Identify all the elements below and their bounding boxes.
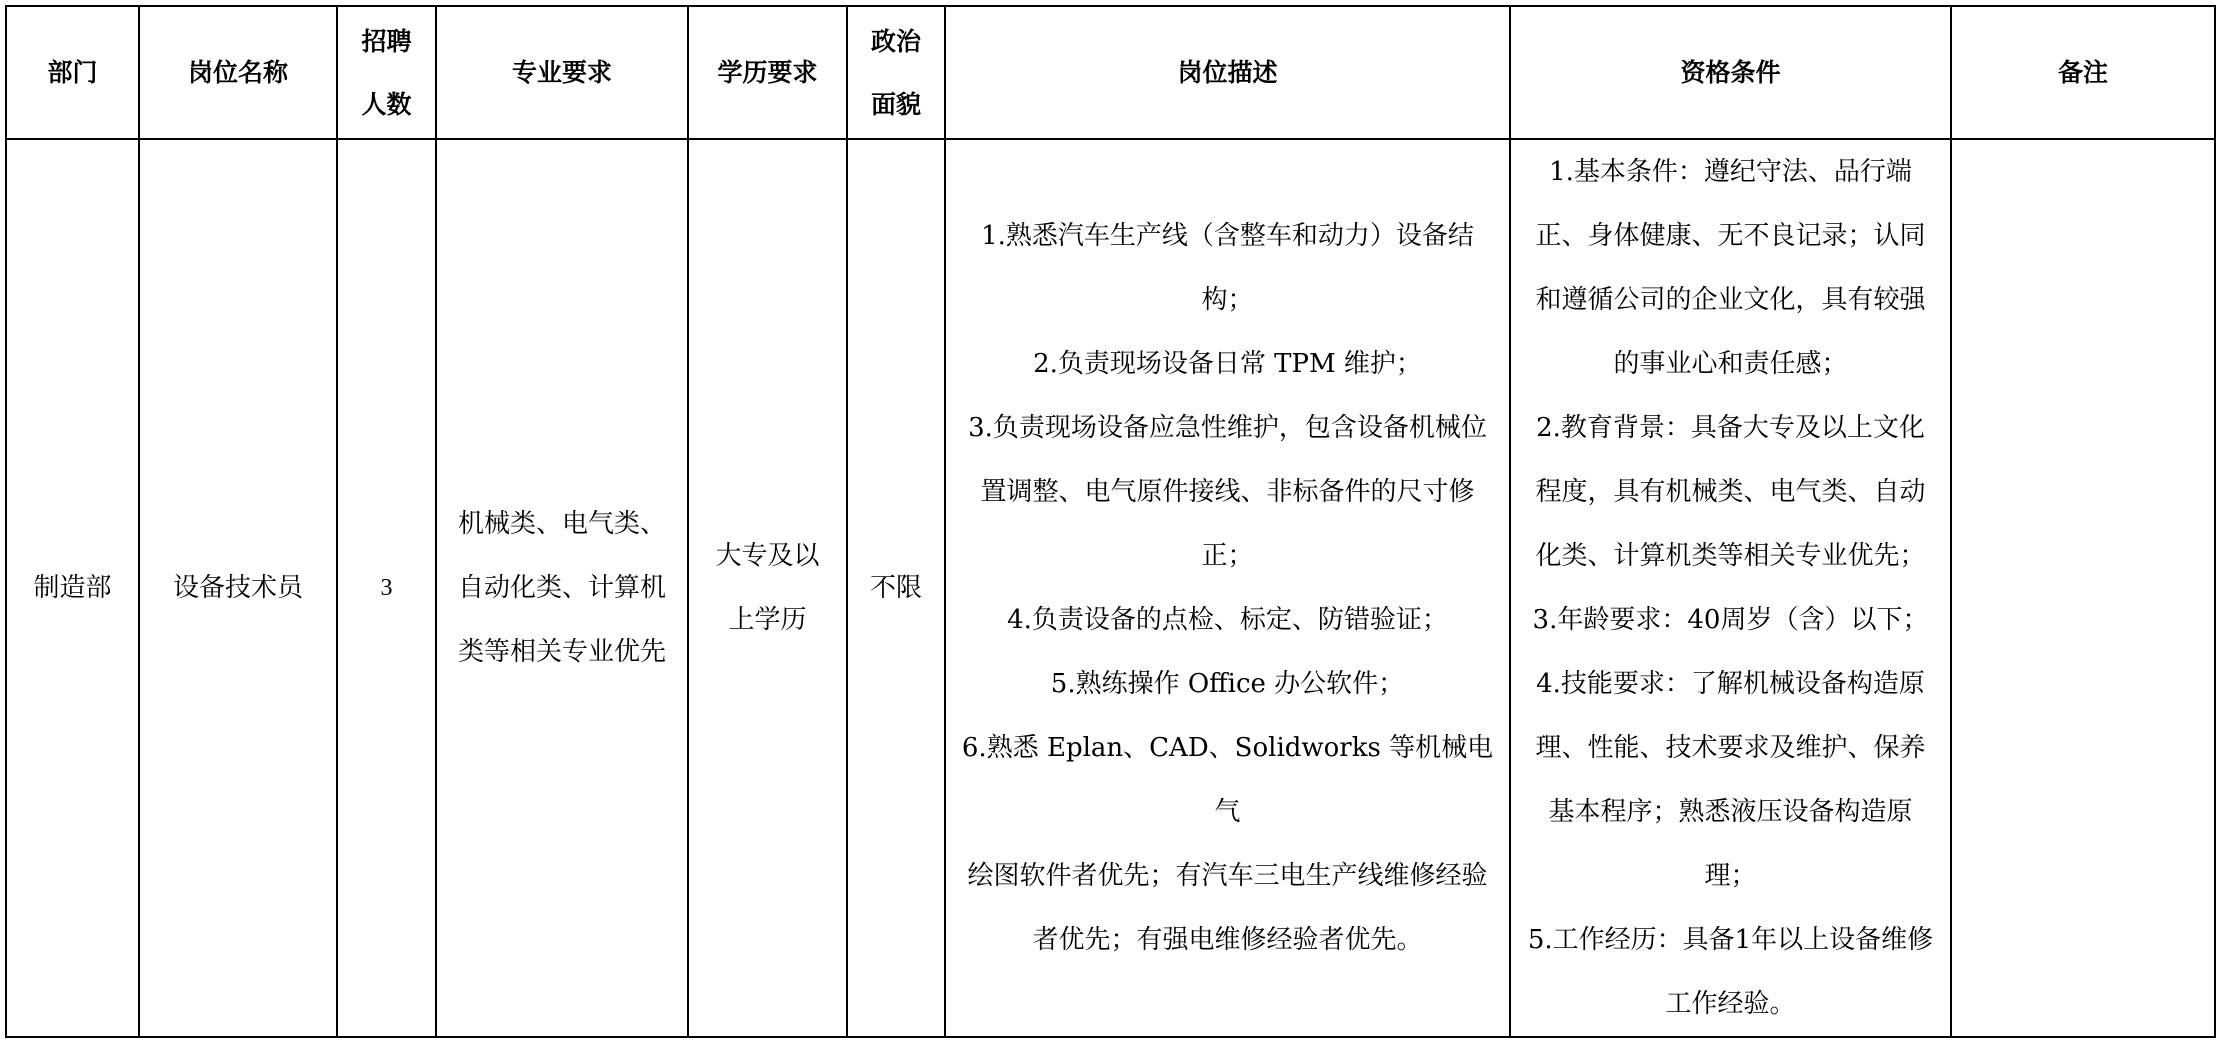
cell-political: 不限 xyxy=(847,139,945,1037)
cell-department: 制造部 xyxy=(6,139,139,1037)
cell-position: 设备技术员 xyxy=(139,139,337,1037)
header-position: 岗位名称 xyxy=(139,6,337,139)
header-description: 岗位描述 xyxy=(945,6,1510,139)
header-political: 政治 面貌 xyxy=(847,6,945,139)
cell-headcount: 3 xyxy=(337,139,436,1037)
cell-major: 机械类、电气类、 自动化类、计算机 类等相关专业优先 xyxy=(436,139,688,1037)
header-department: 部门 xyxy=(6,6,139,139)
recruitment-table xyxy=(5,5,2216,1038)
table-row xyxy=(6,139,2215,1037)
header-education: 学历要求 xyxy=(688,6,847,139)
header-remarks: 备注 xyxy=(1951,6,2215,139)
header-qualification: 资格条件 xyxy=(1510,6,1951,139)
header-major: 专业要求 xyxy=(436,6,688,139)
cell-qualification: 1.基本条件：遵纪守法、品行端 正、身体健康、无不良记录；认同 和遵循公司的企业文化，具有较强 的事业心和责任感； 2.教育背景：具备大专及以上文化 程度，具有机械类、电气类、自动 化类、计算机类等相关专业优先； 3.年龄要求：40周岁（含）以下； 4.技能要求：了解机械设备构造原 理、性能、技术要求及维护、保养 基本程序；熟悉液压设备构造原 理； 5.工作经历：具备1年以上设备维修 工作经验。 xyxy=(1510,139,1951,1037)
cell-description: 1.熟悉汽车生产线（含整车和动力）设备结 构； 2.负责现场设备日常 TPM 维护； 3.负责现场设备应急性维护，包含设备机械位 置调整、电气原件接线、非标备件的尺寸修 正； 4.负责设备的点检、标定、防错验证； 5.熟练操作 Office 办公软件； 6.熟悉 Eplan、CAD、Solidworks 等机械电气 绘图软件者优先；有汽车三电生产线维修经验 者优先；有强电维修经验者优先。 xyxy=(945,139,1510,1037)
cell-remarks xyxy=(1951,139,2215,1037)
header-row xyxy=(6,6,2215,139)
header-headcount: 招聘 人数 xyxy=(337,6,436,139)
cell-education: 大专及以 上学历 xyxy=(688,139,847,1037)
